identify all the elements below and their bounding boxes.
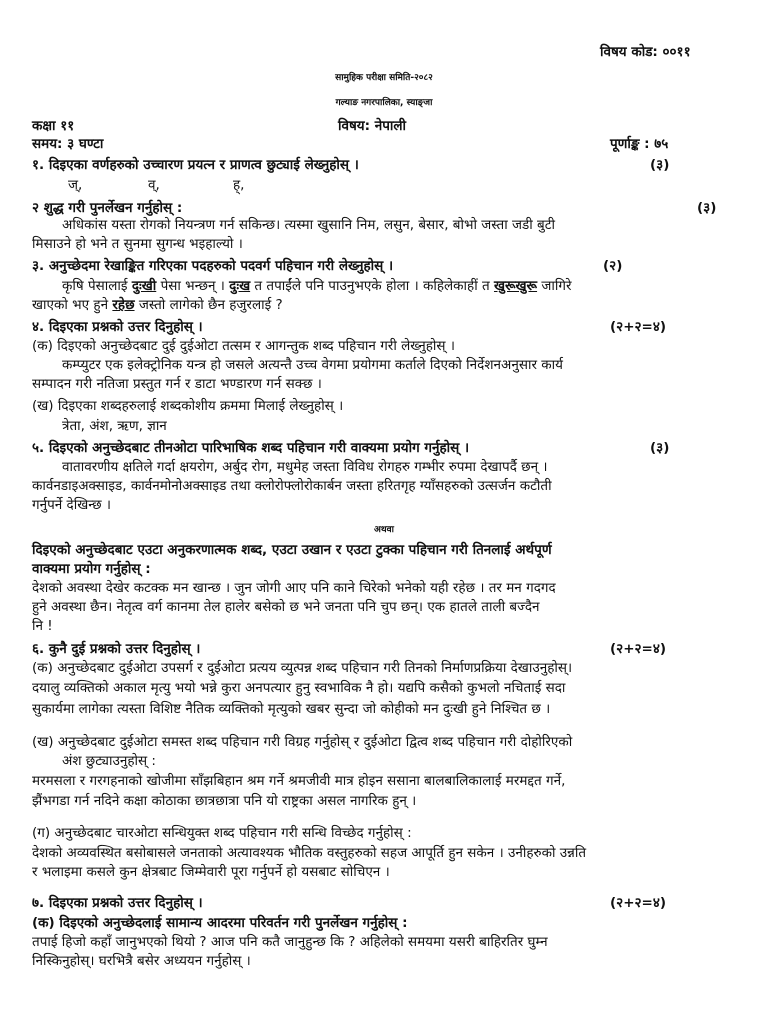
q5-alternative-line-1: दिइएको अनुच्छेदबाट एउटा अनुकरणात्मक शब्द, एउटा उखान र एउटा टुक्का पहिचान गरी तिनलाई अर्थपूर्ण — [32, 542, 552, 558]
question-5-marks: (३) — [650, 440, 670, 456]
q1-letter-2: व्, — [148, 177, 160, 193]
q3-text-part: जस्तो लागेको छैन हजुरलाई ? — [138, 297, 283, 313]
question-5: ५. दिइएको अनुच्छेदबाट तीनओटा पारिभाषिक शब्द पहिचान गरी वाक्यमा प्रयोग गर्नुहोस् । — [32, 440, 470, 456]
q3-text-line-1 — [62, 278, 572, 295]
q3-text-part: जागिरे — [541, 278, 572, 294]
q4-part-kha: (ख) दिइएका शब्दहरुलाई शब्दकोशीय क्रममा मिलाई लेख्नुहोस् । — [32, 398, 344, 414]
time-label: समय: ३ घण्टा — [32, 136, 104, 152]
q4-ka-paragraph-1: कम्प्युटर एक इलेक्ट्रोनिक यन्त्र हो जसले अत्यन्तै उच्च वेगमा प्रयोगमा कर्ताले दिएको निर्देशनअनुसार कार्य — [62, 357, 563, 373]
q1-letter-1: ज्, — [68, 177, 83, 193]
question-4-marks: (२+२=४) — [610, 319, 667, 335]
underlined-word: दुःख — [229, 278, 251, 294]
or-separator: अथवा — [374, 525, 394, 535]
full-marks-label: पूर्णाङ्क : ७५ — [610, 136, 669, 152]
q4-part-ka: (क) दिइएको अनुच्छेदबाट दुई दुईओटा तत्सम र आगन्तुक शब्द पहिचान गरी लेख्नुहोस् । — [32, 338, 455, 354]
q3-text-part: त तपाईंले पनि पाउनुभएके होला । कहिलेकाहीं त — [254, 278, 490, 294]
q1-letter-3: ह्, — [233, 177, 245, 193]
q2-text-line-1: अधिकांस यस्ता रोगको नियन्त्रण गर्न सकिन्छ। त्यस्मा खुसानि निम, लसुन, बेसार, बोभो जस्ता जडी बुटी — [62, 217, 556, 233]
question-6-marks: (२+२=४) — [610, 641, 667, 657]
q4-words: त्रेता, अंश, ऋण, ज्ञान — [62, 418, 167, 434]
q6-part-kha-cont: अंश छुट्याउनुहोस् : — [62, 753, 156, 769]
question-7: ७. दिइएका प्रश्नको उत्तर दिनुहोस् । — [32, 895, 203, 911]
q3-text-part: खाएको भए हुने — [32, 297, 109, 313]
q6-ka-paragraph-1: दयालु व्यक्तिको अकाल मृत्यु भयो भन्ने कुरा अनपत्यार हुनु स्वभाविक नै हो। यद्यपि कसैको कुभलो नचिताई सदा — [32, 680, 566, 696]
subject-label: विषय: नेपाली — [338, 118, 407, 134]
q3-text-part: कृषि पेसालाई — [62, 278, 128, 294]
question-3-marks: (२) — [603, 258, 623, 274]
q7-ka-paragraph-1: तपाई हिजो कहाँ जानुभएको थियो ? आज पनि कतै जानुहुन्छ कि ? अहिलेको समयमा यसरी बाहिरतिर घुम्न — [32, 934, 548, 950]
q5-alt-paragraph-2: हुने अवस्था छैन। नेतृत्व वर्ग कानमा तेल हालेर बसेको छ भने जनता पनि चुप छन्। एक हातले ताली बज्दैन — [32, 599, 540, 615]
underlined-word: खुरूखुरू — [493, 278, 538, 294]
question-2-marks: (३) — [697, 200, 717, 216]
question-1: १. दिइएका वर्णहरुको उच्चारण प्रयत्न र प्राणत्व छुट्याई लेख्नुहोस् । — [32, 157, 359, 173]
question-7-marks: (२+२=४) — [610, 895, 667, 911]
q3-text-line-2 — [32, 297, 283, 314]
q5-paragraph-3: गर्नुपर्ने देखिन्छ । — [32, 497, 111, 513]
subject-code: विषय कोड: ००११ — [600, 44, 691, 60]
q6-ka-paragraph-2: सुकार्यमा लागेका त्यस्ता विशिष्ट नैतिक व्यक्तिको मृत्युको खबर सुन्दा जो कोहीको मन दुःखी हुने निश्चित छ । — [32, 701, 551, 717]
question-2: २ शुद्ध गरी पुनर्लेखन गर्नुहोस् : — [32, 200, 183, 216]
q6-kha-paragraph-2: झैंभगडा गर्न नदिने कक्षा कोठाका छात्रछात्रा पनि यो राष्ट्रका असल नागरिक हुन् । — [32, 793, 417, 809]
q5-paragraph-1: वातावरणीय क्षतिले गर्दा क्षयरोग, अर्बुद रोग, मधुमेह जस्ता विविध रोगहरु गम्भीर रुपमा देखापर्दै छन् । — [62, 459, 548, 475]
q7-ka-paragraph-2: निस्किनुहोस्। घरभित्रै बसेर अध्ययन गर्नुहोस् । — [32, 953, 251, 969]
question-3: ३. अनुच्छेदमा रेखाङ्कित गरिएका पदहरुको पदवर्ग पहिचान गरी लेख्नुहोस् । — [32, 258, 394, 274]
q5-alt-paragraph-1: देशको अवस्था देखेर कटक्क मन खान्छ । जुन जोगी आए पनि काने चिरेको भनेको यही रहेछ । तर मन गदगद — [32, 580, 556, 596]
q4-ka-paragraph-2: सम्पादन गरी नतिजा प्रस्तुत गर्न र डाटा भण्डारण गर्न सक्छ । — [32, 376, 322, 392]
q6-kha-paragraph-1: मरमसला र गरगहनाको खोजीमा साँझबिहान श्रम गर्ने श्रमजीवी मात्र होइन ससाना बालबालिकालाई मरमद्दत गर्ने, — [32, 773, 566, 789]
q5-alt-paragraph-3: नि ! — [32, 618, 53, 634]
question-4: ४. दिइएका प्रश्नको उत्तर दिनुहोस् । — [32, 319, 203, 335]
q6-ga-paragraph-1: देशको अव्यवस्थित बसोबासले जनताको अत्यावश्यक भौतिक वस्तुहरुको सहज आपूर्ति हुन सकेन । उनीहरुको उन्नति — [32, 845, 587, 861]
q3-text-part: पेसा भन्छन् । — [160, 278, 225, 294]
underlined-word: दुःखी — [131, 278, 157, 294]
q7-part-ka: (क) दिइएको अनुच्छेदलाई सामान्य आदरमा परिवर्तन गरी पुनर्लेखन गर्नुहोस् : — [32, 915, 408, 931]
underlined-word: रहेछ — [112, 297, 135, 313]
q6-part-ga: (ग) अनुच्छेदबाट चारओटा सन्धियुक्त शब्द पहिचान गरी सन्धि विच्छेद गर्नुहोस् : — [32, 825, 412, 841]
q6-part-ka: (क) अनुच्छेदबाट दुईओटा उपसर्ग र दुईओटा प्रत्यय व्युत्पन्न शब्द पहिचान गरी तिनको निर्माणप्रक्रिया देखाउनुहोस्। — [32, 660, 573, 676]
q5-alternative-line-2: वाक्यमा प्रयोग गर्नुहोस् : — [32, 561, 151, 577]
exam-subtitle: गल्याङ नगरपालिका, स्याङ्जा — [335, 98, 433, 108]
class-label: कक्षा ११ — [32, 118, 75, 134]
q2-text-line-2: मिसाउने हो भने त सुनमा सुगन्ध भइहाल्यो । — [32, 236, 243, 252]
question-6: ६. कुनै दुई प्रश्नको उत्तर दिनुहोस् । — [32, 641, 201, 657]
q5-paragraph-2: कार्वनडाइअक्साइड, कार्वनमोनोअक्साइड तथा क्लोरोफ्लोरोकार्बन जस्ता हरितगृह ग्याँसहरुको उत्सर्जन कटौती — [32, 478, 552, 494]
q6-ga-paragraph-2: र भलाइमा कसले कुन क्षेत्रबाट जिम्मेवारी पूरा गर्नुपर्ने हो यसबाट सोचिएन । — [32, 864, 390, 880]
q6-part-kha: (ख) अनुच्छेदबाट दुईओटा समस्त शब्द पहिचान गरी विग्रह गर्नुहोस् र दुईओटा द्वित्व शब्द पहिचान गरी दोहोरिएको — [32, 734, 573, 750]
question-1-marks: (३) — [650, 157, 670, 173]
exam-title: सामुहिक परीक्षा समिति-२०८२ — [335, 73, 433, 83]
